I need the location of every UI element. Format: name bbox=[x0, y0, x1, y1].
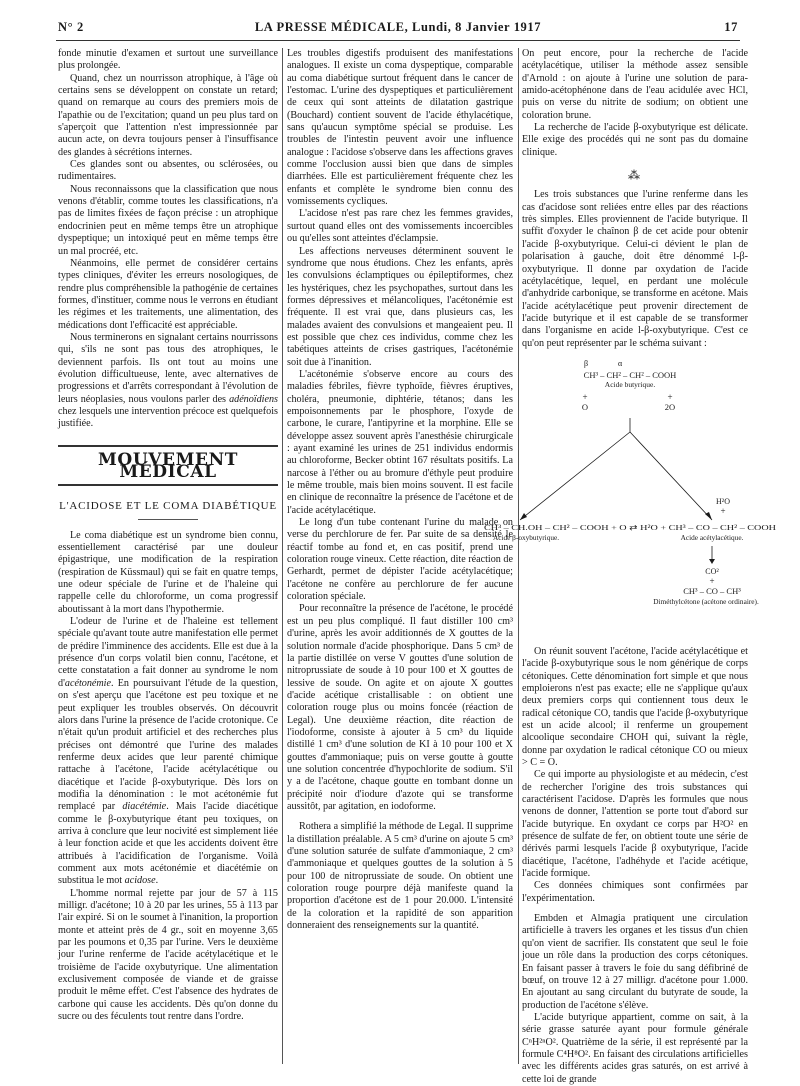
column-1 bbox=[58, 48, 278, 1023]
paragraph: L'homme normal rejette par jour de 57 à 115 milligr. d'acétone; 10 à 20 par les urines, 55 à 113 par l'air expiré. Si on le soumet à l'inanition, la proportion monte et atteint près de 4 gr., soit en moyenne 3,65 par les poumons et 0,35 par l'urine. Vers le deuxième jour l'urine renferme de l'acide acétylacétique et le troisième de l'acide oxybutyrique. Une alimentation exclusivement composée de viande et de graisse produit le même effet. C'est l'absence des hydrates de carbone qui cause les accidents. Dès qu'on donne du sucre ou des féculents tout rentre dans l'ordre. bbox=[58, 887, 278, 1023]
text-run: . Mais l'acide diacétique comme le β-oxybutyrique étant peu toxiques, on arriva à conclure que leur nocivité est simplement liée à leur fonction acide et que les accidents doivent être attribués à l'acidification de l'organisme. Voilà comment aux mots acétonémie et diacétémie on substitua le mot bbox=[58, 801, 278, 887]
text-run: Nous terminerons en signalant certains nourrissons qui, s'ils ne sont pas tous des atrophiques, le deviennent parfois. Ils ont tout au moins une évolution difficultueuse, lente, avec alternatives de progressions et d'arrêts correspondant à l'évolution de leurs néoplasies, nous voulons parler des bbox=[58, 331, 278, 405]
text-run: . En poursuivant l'étude de la question, on s'est aperçu que l'acétone est peu toxique et ne peut expliquer les troubles observés. On découvrit alors dans l'urine la présence de l'acide crotonique. Ce n'était qu'un produit artificiel et des recherches plus précises ont démontré que l'urine des malades renferme deux acides que leur parenté chimique rattache à l'acétone, l'acide acétylacétique ou diacétique et l'acide β-oxybutyrique. Dès lors on modifia la dénomination : le mot acétonémie fut remplacé par bbox=[58, 677, 278, 813]
column-separator bbox=[282, 48, 283, 1064]
paragraph: L'acidose n'est pas rare chez les femmes gravides, surtout quand elles ont des vomissements incoercibles ou qu'elles sont atteintes d'éclampsie. bbox=[287, 208, 513, 245]
page-header bbox=[58, 20, 738, 40]
paragraph: Les troubles digestifs produisent des manifestations analogues. Il existe un coma dyspeptique, comparable au coma diabétique surtout fréquent dans le cancer de l'estomac. L'urine des dyspeptiques et particulièrement de ceux qui sont atteints de dilatation gastrique (Bouchard) contient souvent de l'acide éthylacétique, sans qu'aucun symptôme spécial se produise. Les troubles de l'intestin peuvent avoir une influence analogue : l'acidose s'observe dans les affections graves comme l'occlusion aussi bien que dans de simples diarrhées. Elle est particulièrement fréquente chez les enfants et complète le syndrome bien connu des vomissements cycliques. bbox=[287, 48, 513, 208]
paragraph: Embden et Almagia pratiquent une circulation artificielle à travers les organes et les tissus d'un chien qu'on vient de sacrifier. Ils constatent que seul le foie joue un rôle dans la production des corps cétoniques. En faisant passer à travers le foie du sang défibriné de bœuf, on trouve 12 à 27 milligr. d'acétone pour 1.000. En ajoutant au sang circulant du butyrate de soude, la production de l'acétone s'élève. bbox=[522, 913, 748, 1011]
paragraph: L'odeur de l'urine et de l'haleine est tellement spéciale qu'avant toute autre manifestation elle permet de prédire l'imminence des accidents. Elle est due à la présence d'un corps volatil bien connu, l'acétone, et cette constatation a fait donner au syndrome le nom d'acétonémie. En poursuivant l'étude de la question, on s'est aperçu que l'acétone est peu toxique et ne peut expliquer les troubles observés. On découvrit alors dans l'urine la présence de l'acide crotonique. Ce n'était qu'un produit artificiel et des recherches plus précises ont démontré que l'urine des malades renferme deux acides que leur parenté chimique rattache à l'acétone, l'acide acétylacétique ou diacétique et l'acide β-oxybutyrique. Dès lors on modifia la dénomination : le mot acétonémie fut remplacé par diacétémie. Mais l'acide diacétique comme le β-oxybutyrique étant peu toxiques, on arriva à conclure que leur nocivité est simplement liée à leur fonction acide et que les accidents doivent être attribués à l'acidification de l'organisme. Voilà comment aux mots acétonémie et diacétémie on substitua le mot acidose. bbox=[58, 616, 278, 887]
water-label: H²O bbox=[716, 496, 730, 506]
oxygen-label: O bbox=[581, 401, 589, 412]
paragraph: Nous reconnaissons que la classification que nous venons d'établir, comme toutes les classifications, n'a pas de limites fixées de façon précise : un atrophique endocrinien peut en même temps être un atrophique dyspeptique; un intoxiqué peut en même temps être un mal procréé, etc. bbox=[58, 183, 278, 257]
paragraph: Le long d'un tube contenant l'urine du malade on verse du perchlorure de fer. Par suite de sa densité le réactif tombe au fond et, en cas positif, prend une coloration rouge vineux. Cette réaction, dite réaction de Gerhardt, permet de dépister l'acide acétylacétique; l'acétone ne confère au perchlorure de fer aucune coloration spéciale. bbox=[287, 517, 513, 603]
paragraph: L'acétonémie s'observe encore au cours des maladies fébriles, fièvre typhoïde, fièvres éruptives, choléra, pneumonie, diphtérie, tétanos; dans les empoisonnements par le phosphore, l'oxyde de carbone, le curare, l'antipyrine et la morphine. Elle se développe assez souvent après l'anesthésie chirurgicale : ayant examiné les urines de 251 individus endormis au chloroforme, Becker obtint 167 résultats positifs. La narcose à l'éther ou au bromure d'éthyle peut produire le même trouble, mais bien moins souvent. Il est facile en clinique de reconnaître la présence de l'acétone et de l'acide acétylacétique. bbox=[287, 368, 513, 516]
title-rule bbox=[138, 519, 198, 520]
acetylacetic-label: Acide acétylacétique. bbox=[680, 532, 744, 542]
paragraph: La recherche de l'acide β-oxybutyrique est délicate. Elle exige des procédés qui ne sont pas du domaine clinique. bbox=[522, 122, 748, 158]
issue-number: N° 2 bbox=[58, 20, 84, 34]
article-title-text: L'ACIDOSE ET LE COMA DIABÉTIQUE bbox=[59, 500, 277, 513]
chemical-scheme bbox=[484, 356, 777, 642]
scheme-diagram bbox=[480, 356, 780, 642]
butyric-label: Acide butyrique. bbox=[604, 379, 656, 389]
paragraph bbox=[58, 332, 278, 431]
paragraph: Ce qui importe au physiologiste et au médecin, c'est de rechercher l'origine des trois substances qui caractérisent l'acidose. D'après les formules que nous venons de donner, l'attention se porte tout d'abord sur l'acide butyrique. En oxydant ce corps par H²O² en présence de sulfate de fer, on obtient toute une série de dérivés parmi lesquels l'acide β oxybutyrique, l'acide diacétique, l'acétone, l'adhéhyde et l'acide acétique, l'acide formique. bbox=[522, 769, 748, 880]
paragraph: On réunit souvent l'acétone, l'acide acétylacétique et l'acide β-oxybutyrique sous le nom générique de corps cétoniques. Cette dénomination fort simple et que nous emploierons n'est pas exacte; elle ne s'applique qu'aux deux premiers corps qui contiennent tous deux le radical cétonique CO, tandis que l'acide β-oxybutyrique est un acide alcool; il renferme un groupement alcoolique secondaire CHOH qui, suivant la règle, donne par oxydation le radical cétonique CO ou mieux > C = O. bbox=[522, 645, 748, 768]
paragraph: Les trois substances que l'urine renferme dans les cas d'acidose sont reliées entre elles par des réactions très simples. Elles proviennent de l'acide butyrique. Il suffit d'oxyder le chaînon β de cet acide pour obtenir l'acide β-oxybutyrique. Celui-ci dévient le plan de polarisation à gauche, doit être dénommé l-β-oxybutyrique. Il donne par oxydation de l'acide acétylacétique, lequel, en perdant une molécule d'anhydride carbonique, se transforme en acétone. Mais l'acide acétylacétique peut provenir directement de l'acide butyrique et il est capable de se transformer dans l'organisme en acide l-β-oxybutyrique. C'est ce qu'on peut représenter par le schéma suivant : bbox=[522, 189, 748, 349]
right-arrow-line bbox=[630, 432, 712, 520]
header-rule bbox=[56, 40, 740, 41]
paragraph: Néanmoins, elle permet de considérer certains types cliniques, d'éviter les erreurs nosologiques, de rendre plus compréhensible la pathogénie de certaines formes, d'instituer, comme nous le verrons en étudiant les régimes et les traitements, une alimentation, des médications dont l'efficacité est appréciable. bbox=[58, 257, 278, 331]
section-break-stars: ⁂ bbox=[628, 168, 642, 183]
text-emphasis: acidose bbox=[124, 875, 156, 887]
paragraph: fonde minutie d'examen et surtout une surveillance plus prolongée. bbox=[58, 48, 278, 72]
paragraph: Quand, chez un nourrisson atrophique, à l'âge où certains sens se développent on constate un retard; quand on remarque au cours des premiers mois de l'apathie ou de l'excitation; quand un peu plus tard on s'aperçoit que l'attention n'est impressionnée par aucun acte, on devra toujours penser à l'insuffisance des glandes à sécrétions internes. bbox=[58, 72, 278, 158]
paragraph: Pour reconnaître la présence de l'acétone, le procédé est un peu plus compliqué. Il faut distiller 100 cm³ d'urine, après les avoir additionnés de X gouttes de la solution normale d'acide phosphorique. Dans 5 cm³ de la partie distillée on verse V gouttes d'une solution de nitroprussiate de soude à 10 pour 100 et X gouttes de lessive de soude. On agite et on ajoute X gouttes d'acide acétique cristallisable : on obtient une coloration rouge plus ou moins foncée (réaction de Legal). Une deuxième réaction, dite réaction de l'iodoforme, consiste à ajouter à 5 cm³ du liquide distillé 1 cm³ d'une solution de KI à 10 pour 100 et X gouttes d'ammoniaque; puis on verse goutte à goutte une solution concentrée d'hypochlorite de sodium. S'il y a de l'acétone, chaque goutte en tombant donne un précipité noir d'iodure d'azote qui se transforme aussitôt, par agitation, en iodoforme. bbox=[287, 603, 513, 812]
journal-title: LA PRESSE MÉDICALE, Lundi, 8 Janvier 1917 bbox=[254, 20, 542, 34]
spacer bbox=[287, 813, 513, 821]
plus-sign: + bbox=[667, 391, 673, 402]
alpha-label: α bbox=[618, 358, 623, 368]
spacer bbox=[522, 905, 748, 913]
acetone-formula: CH³ – CO – CH³ bbox=[683, 585, 741, 596]
text-emphasis: diacétémie bbox=[122, 801, 167, 813]
plus-sign: + bbox=[709, 575, 715, 586]
article-title bbox=[58, 500, 278, 519]
plus-sign: + bbox=[720, 505, 726, 516]
text-emphasis: adénoïdiens bbox=[229, 393, 278, 405]
text-run: chez lesquels une intervention précoce est quelquefois justifiée. bbox=[58, 405, 278, 430]
butyric-formula: CH³ – CH² – CH² – COOH bbox=[583, 369, 677, 380]
paragraph: Rothera a simplifié la méthode de Legal. Il supprime la distillation préalable. A 5 cm³ d'urine on ajoute 5 cm³ d'une solution saturée de sulfate d'ammoniaque, 2 cm³ d'ammoniaque et quelques gouttes de la solution à 5 pour 100 de nitroprussiate de soude. On obtient une coloration rouge pourpre déjà manifeste quand la proportion d'acétone est de 1 pour 20.000. L'intensité de la coloration et la rapidité de son apparition donneraient des renseignements sur la quantité. bbox=[287, 821, 513, 932]
beta-label: β bbox=[584, 358, 589, 368]
paragraph: L'acide butyrique appartient, comme on sait, à la série grasse saturée ayant pour formule générale CⁿH²ⁿO². Quatrième de la série, il est représenté par la formule C⁴H⁸O². En faisant des circulations artificielles avec les différents acides gras saturés, on est arrivé à cette loi de grande bbox=[522, 1011, 748, 1085]
paragraph: On peut encore, pour la recherche de l'acide acétylacétique, utiliser la méthode assez sensible d'Arnold : on ajoute à l'urine une solution de para-amido-acétophénone dans de l'eau acidulée avec HCl, puis on verse du nitrite de sodium; on obtient une coloration brune. bbox=[522, 48, 748, 121]
oxybutyric-label: Acide β-oxybutyrique. bbox=[492, 532, 560, 542]
down-arrow-head bbox=[709, 559, 715, 564]
reaction-equation: CH³ – CH.OH – CH² – COOH + O ⇄ H²O + CH³ – CO – CH² – COOH bbox=[484, 522, 777, 532]
left-arrow-head bbox=[520, 513, 527, 520]
plus-sign: + bbox=[582, 391, 588, 402]
left-arrow-line bbox=[520, 432, 630, 520]
paragraph: Le coma diabétique est un syndrome bien connu, essentiellement caractérisé par une douleur épigastrique, une modification de la respiration (respiration de Küssmaul) qui se fait en quatre temps, une odeur spéciale de l'urine et de l'haleine qui rappelle celle du chloroforme, un coma progressif aboutissant à la mort dans l'hypothermie. bbox=[58, 529, 278, 615]
text-run: L'odeur de l'urine et de l'haleine est tellement spéciale qu'avant toute autre manifestation elle permet de prédire l'imminence des accidents. Elle est due à la présence d'un corps volatil bien connu, l'acétone, et cette constatation a fait donner au syndrome le nom d' bbox=[58, 616, 278, 689]
paragraph: Ces données chimiques sont confirmées par l'expérimentation. bbox=[522, 880, 748, 904]
text-emphasis: acétonémie bbox=[64, 677, 111, 689]
section-title: MOUVEMENT MÉDICAL bbox=[58, 445, 278, 487]
column-3 bbox=[484, 48, 777, 1086]
page-number: 17 bbox=[724, 20, 738, 34]
paragraph: Ces glandes sont ou absentes, ou sclérosées, ou rudimentaires. bbox=[58, 159, 278, 183]
double-oxygen-label: 2O bbox=[664, 401, 676, 412]
acetone-label: Diméthylcétone (acétone ordinaire). bbox=[653, 596, 759, 606]
co2-label: CO² bbox=[705, 566, 719, 576]
paragraph: Les affections nerveuses déterminent souvent le syndrome que nous étudions. Chez les enfants, après les convulsions éclamptiques ou épileptiformes, chez les hystériques, chez les psychopathes, surtout dans les formes dépressives et mélancoliques, l'acétonémie est fréquente. Il est vrai que, dans plusieurs cas, les malades avaient des convulsions et mangeaient peu. Il est possible que chez ces individus, comme chez les tabétiques atteints de crises gastriques, l'acétonémie soit due à l'inanition. bbox=[287, 245, 513, 368]
